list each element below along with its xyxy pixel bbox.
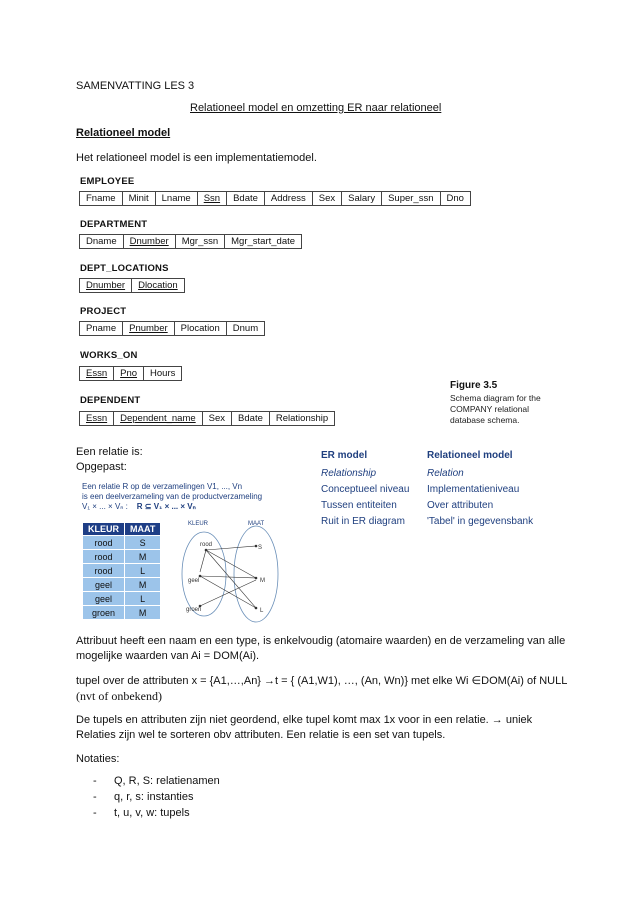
def-line-a: Een relatie R op de verzamelingen V [82, 482, 213, 491]
bullet-dash: - [93, 807, 97, 819]
mapping-arrows [200, 546, 256, 608]
relation-name: WORKS_ON [80, 350, 138, 361]
attribute-cell: Pname [80, 322, 123, 335]
paragraph-1a: Attribuut heeft een naam en een type, is enkelvoudig (atomaire waarden) en de verzameling van alle [76, 635, 566, 647]
er-table-cell: Relation [427, 468, 464, 479]
er-table-cell: Relationship [321, 468, 377, 479]
diagram-kleur-label: KLEUR [188, 521, 209, 527]
attribute-cell: Sex [313, 192, 342, 205]
kleur-cell: geel [83, 592, 125, 606]
attribute-cell: Dnumber [124, 235, 176, 248]
bullet-dash: - [93, 775, 97, 787]
section-heading: Relationeel model [76, 127, 171, 139]
attribute-cell: Super_ssn [382, 192, 440, 205]
table-row [83, 564, 161, 578]
kleur-maat-table [82, 522, 161, 620]
attribute-cell: Dname [80, 235, 124, 248]
attribute-cell: Essn [80, 367, 114, 380]
relation-name: DEPT_LOCATIONS [80, 263, 169, 274]
maat-cell: M [125, 550, 161, 564]
def-line-a-tail: 1, ..., Vn [212, 482, 243, 491]
diagram-maat-label: MAAT [248, 521, 265, 527]
kleur-cell: rood [83, 536, 125, 550]
relation-attribute-row [79, 191, 471, 206]
maat-cell: L [125, 564, 161, 578]
attribute-cell: Bdate [232, 412, 270, 425]
relation-attribute-row [79, 321, 265, 336]
attribute-cell: Sex [203, 412, 232, 425]
attribute-cell: Hours [150, 368, 176, 379]
table-row [83, 578, 161, 592]
notations-label: Notaties: [76, 753, 120, 765]
attribute-cell: Mgr_ssn [176, 235, 225, 248]
table-row [83, 536, 161, 550]
table-row [83, 592, 161, 606]
er-table-cell: Ruit in ER diagram [321, 516, 405, 527]
table-row [83, 550, 161, 564]
intro-text: Het relationeel model is een implementatiemodel. [76, 152, 317, 164]
er-table-cell: Over attributen [427, 500, 494, 511]
attribute-cell: Lname [156, 192, 198, 205]
relation-is-label: Een relatie is: [76, 446, 143, 458]
maat-header: MAAT [125, 523, 161, 536]
attribute-cell: Relationship [275, 413, 329, 424]
er-table-cell: Tussen entiteiten [321, 500, 397, 511]
figure-caption-2: COMPANY relational [450, 404, 530, 414]
def-line-d: R ⊆ V₁ × ... × Vₙ [136, 502, 196, 511]
relation-definition [82, 482, 262, 512]
attribute-cell: Plocation [175, 322, 227, 335]
maat-cell: M [125, 578, 161, 592]
table-row [83, 606, 161, 620]
relation-attribute-row [79, 234, 302, 249]
attribute-cell: Pnumber [123, 322, 175, 335]
relation-attribute-row [79, 278, 185, 293]
er-table-cell: Implementatieniveau [427, 484, 520, 495]
kleur-cell: geel [83, 578, 125, 592]
attribute-cell: Dependent_name [114, 412, 203, 425]
attribute-cell: Mgr_start_date [231, 236, 296, 247]
attribute-cell: Minit [123, 192, 156, 205]
paragraph-3a: De tupels en attributen zijn niet geordend, elke tupel komt max 1x voor in een relatie. → uniek [76, 714, 533, 726]
maat-cell: L [125, 592, 161, 606]
attribute-cell: Essn [80, 412, 114, 425]
er-table-cell: Conceptueel niveau [321, 484, 410, 495]
kleur-cell: rood [83, 550, 125, 564]
attribute-cell: Dno [446, 193, 464, 204]
figure-caption-1: Schema diagram for the [450, 393, 541, 403]
er-table-header: ER model [321, 450, 368, 461]
def-line-b: is een deelverzameling van de productverzameling [82, 492, 263, 501]
figure-caption-3: database schema. [450, 415, 520, 425]
paragraph-1b: mogelijke waarden van Ai = DOM(Ai). [76, 650, 260, 662]
document-title: Relationeel model en omzetting ER naar relationeel [190, 102, 442, 114]
diagram-right-l: L [260, 608, 264, 614]
diagram-left-geel: geel [188, 578, 200, 584]
relation-name: PROJECT [80, 306, 127, 317]
relation-name: EMPLOYEE [80, 176, 135, 187]
paragraph-2a: tupel over de attributen x = {A1,…,An} →t = { (A1,W1), …, (An, Wn)} met elke Wi ∈DOM(Ai) of NULL [76, 675, 568, 687]
relation-attribute-row [79, 366, 182, 381]
bullet-dash: - [93, 791, 97, 803]
maat-cell: M [125, 606, 161, 620]
attribute-cell: Pno [114, 367, 144, 380]
diagram-right-s: S [258, 545, 263, 551]
diagram-left-groen: groen [186, 607, 202, 613]
relation-attribute-row [79, 411, 335, 426]
diagram-right-m: M [260, 578, 265, 584]
kleur-cell: groen [83, 606, 125, 620]
attribute-cell: Ssn [198, 192, 227, 205]
relation-name: DEPENDENT [80, 395, 141, 406]
attribute-cell: Address [265, 192, 313, 205]
attribute-cell: Dlocation [138, 280, 178, 291]
relation-name: DEPARTMENT [80, 219, 148, 230]
paragraph-3b: Relaties zijn wel te sorteren obv attributen. Een relatie is een set van tupels. [76, 729, 446, 741]
def-line-c: V₁ × ... × Vₙ : [82, 502, 128, 511]
notation-item: Q, R, S: relatienamen [114, 775, 220, 787]
attribute-cell: Salary [342, 192, 382, 205]
attribute-cell: Fname [80, 192, 123, 205]
maat-cell: S [125, 536, 161, 550]
attribute-cell: Dnumber [80, 279, 132, 292]
kleur-header: KLEUR [83, 523, 125, 536]
attribute-cell: Dnum [232, 323, 259, 334]
notation-item: t, u, v, w: tupels [114, 807, 190, 819]
mapping-diagram [176, 516, 286, 626]
kleur-cell: rood [83, 564, 125, 578]
attribute-cell: Bdate [227, 192, 265, 205]
document-header: SAMENVATTING LES 3 [76, 80, 195, 92]
paragraph-2b: (nvt of onbekend) [76, 689, 162, 703]
er-table-header: Relationeel model [427, 450, 513, 461]
figure-title: Figure 3.5 [450, 380, 498, 391]
er-table-cell: 'Tabel' in gegevensbank [427, 516, 534, 527]
notation-item: q, r, s: instanties [114, 791, 194, 803]
diagram-left-rood: rood [200, 542, 213, 548]
attention-label: Opgepast: [76, 461, 127, 473]
